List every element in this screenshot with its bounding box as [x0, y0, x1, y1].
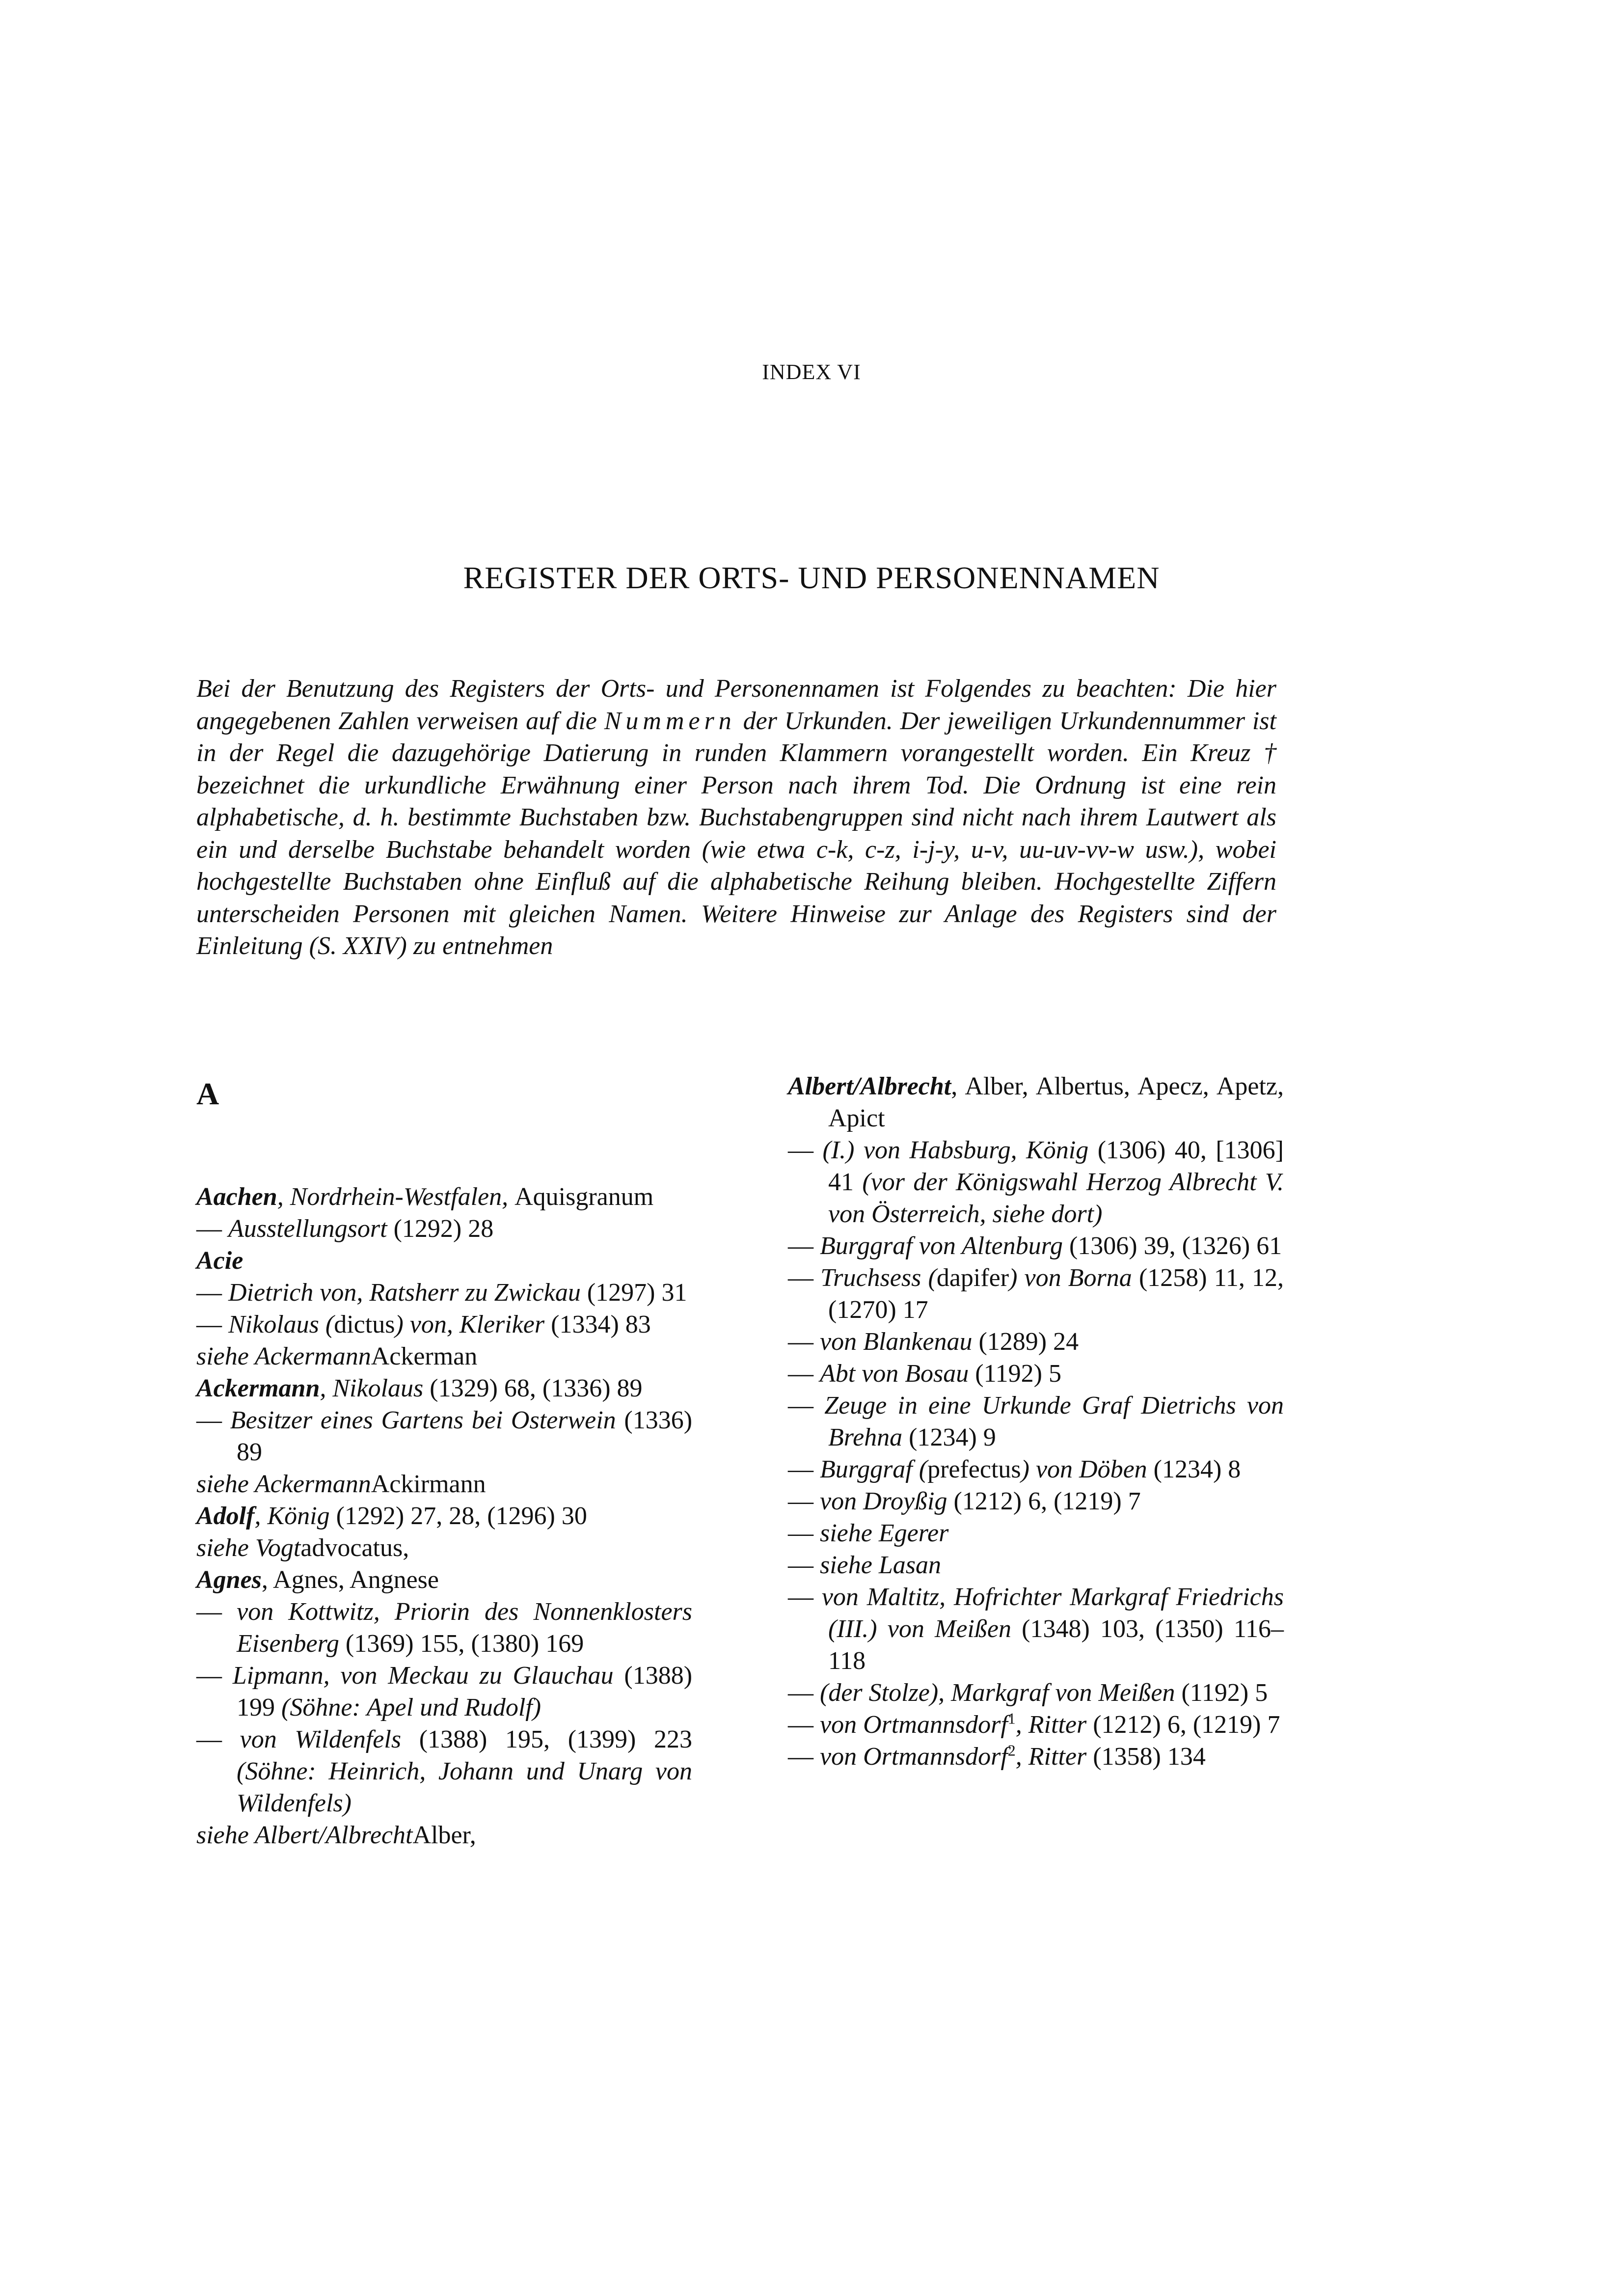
entry-i1: von Blankenau	[820, 1328, 973, 1356]
index-entry	[788, 1485, 1284, 1517]
index-entry	[196, 1277, 692, 1309]
intro-text-2: der Urkunden. Der jeweiligen Urkundennummer ist in der Regel die dazugehörige Datierung in runden Klammern vorangestellt worden. Ein Kreuz † bezeichnet die urkundliche Erwähnung einer Person nach ihrem Tod. Die Ordnung ist eine rein alphabetische, d. h. bestimmte Buchstaben bzw. Buchstabengruppen sind nicht nach ihrem Lautwert als ein und derselbe Buchstabe behandelt worden (wie etwa c-k, c-z, i-j-y, u-v, uu-uv-vv-w usw.), wobei hochgestellte Buchstaben ohne Einfluß auf die alphabetische Reihung bleiben. Hochgestellte Ziffern unterscheiden Personen mit gleichen Namen. Weitere Hinweise zur Anlage des Registers sind der Einleitung (S. XXIV) zu entnehmen	[196, 707, 1276, 960]
entry-i2: ) von Döben	[1021, 1455, 1147, 1483]
entry-r1: , Agnes, Angnese	[261, 1566, 439, 1594]
entry-i2: (Söhne: Apel und Rudolf)	[281, 1694, 541, 1722]
entry-r1: (1336) 89	[237, 1406, 693, 1466]
entry-i2: , Ritter	[1015, 1711, 1087, 1739]
entry-i2: ) von, Kleriker	[395, 1311, 545, 1339]
entry-dash: —	[196, 1311, 228, 1339]
entry-r2: (1258) 11, 12, (1270) 17	[828, 1264, 1284, 1324]
entry-r1: , Alber, Albertus, Apecz, Apetz, Apict	[828, 1072, 1284, 1132]
entry-r1: prefectus	[927, 1455, 1021, 1483]
entry-r1: (1212) 6, (1219) 7	[947, 1487, 1141, 1515]
entry-r1: (1388) 199	[237, 1662, 693, 1722]
entry-i1: siehe Albert/Albrecht	[196, 1821, 413, 1849]
entry-i2: (vor der Königswahl Herzog Albrecht V. von Österreich, siehe dort)	[828, 1168, 1284, 1228]
entry-i1: Besitzer eines Gartens bei Osterwein	[230, 1406, 616, 1434]
index-entry	[196, 1181, 692, 1213]
index-entry	[196, 1532, 692, 1564]
entry-dash: —	[788, 1679, 820, 1707]
entry-i1: siehe Lasan	[820, 1551, 941, 1579]
entry-dash: —	[788, 1743, 820, 1771]
index-entry	[788, 1134, 1284, 1230]
left-entries	[196, 1181, 692, 1851]
entry-r1: (1348) 103, (1350) 116–118	[828, 1615, 1284, 1675]
entry-dash: —	[788, 1264, 821, 1292]
entry-dash: —	[788, 1328, 820, 1356]
entry-i1: Zeuge in eine Urkunde Graf Dietrichs von Brehna	[824, 1392, 1284, 1451]
entry-i1: Nikolaus (	[228, 1311, 334, 1339]
entry-r1: (1192) 5	[1175, 1679, 1268, 1707]
index-entry	[788, 1581, 1284, 1677]
right-entries	[788, 1070, 1284, 1773]
entry-i1: , König	[254, 1502, 330, 1530]
entry-dash: —	[788, 1392, 825, 1420]
entry-r1: (1388) 195, (1399) 223	[401, 1725, 693, 1753]
index-entry	[196, 1564, 692, 1596]
entry-r1: Alber,	[412, 1821, 476, 1849]
index-entry	[788, 1390, 1284, 1453]
entry-dash: —	[788, 1551, 820, 1579]
index-entry	[196, 1660, 692, 1723]
index-column-right	[788, 1070, 1284, 1773]
entry-dash: —	[788, 1487, 820, 1515]
entry-i1: Abt von Bosau	[820, 1360, 969, 1388]
page-title: REGISTER DER ORTS- UND PERSONENNAMEN	[463, 560, 1160, 595]
entry-dash: —	[196, 1725, 240, 1753]
entry-i1: siehe Ackermann	[196, 1342, 371, 1370]
entry-i1: siehe Ackermann	[196, 1470, 371, 1498]
entry-r1: (1306) 39, (1326) 61	[1062, 1232, 1282, 1260]
index-column-left	[196, 1078, 692, 1851]
entry-i1: Ausstellungsort	[228, 1215, 387, 1243]
entry-r1: (1289) 24	[972, 1328, 1079, 1356]
entry-i1: von Droyßig	[820, 1487, 947, 1515]
entry-sup: 1	[1007, 1709, 1016, 1727]
entry-r2: (1234) 8	[1147, 1455, 1241, 1483]
entry-r1: (1306) 40, [1306] 41	[828, 1136, 1284, 1196]
entry-i1: von Maltitz, Hofrichter Markgraf Friedrichs (III.) von Meißen	[821, 1583, 1284, 1643]
entry-i1: (der Stolze), Markgraf von Meißen	[820, 1679, 1175, 1707]
entry-i2: (Söhne: Heinrich, Johann und Unarg von Wildenfels)	[237, 1757, 692, 1817]
entry-dash: —	[788, 1711, 820, 1739]
intro-text-1: Bei der Benutzung des Registers der Orts- und Personennamen ist Folgendes zu beachten: Die hier angegebenen Zahlen verweisen auf die	[196, 675, 1276, 735]
entry-dash: —	[788, 1360, 820, 1388]
entry-r1: (1369) 155, (1380) 169	[339, 1630, 584, 1658]
entry-dash: —	[788, 1583, 822, 1611]
entry-r2: (1212) 6, (1219) 7	[1086, 1711, 1280, 1739]
index-entry	[196, 1500, 692, 1532]
entry-r1: dapifer	[936, 1264, 1009, 1292]
index-entry	[196, 1723, 692, 1819]
index-entry	[788, 1262, 1284, 1326]
intro-spaced-word: Nummern	[604, 707, 736, 735]
index-entry	[788, 1326, 1284, 1358]
index-entry	[196, 1213, 692, 1245]
entry-i1: von Wildenfels	[240, 1725, 402, 1753]
entry-i2: ) von Borna	[1009, 1264, 1132, 1292]
entry-i1: von Ortmannsdorf	[820, 1743, 1008, 1771]
entry-r1: Aquisgranum	[514, 1183, 654, 1211]
entry-i1: Burggraf (	[820, 1455, 928, 1483]
entry-dash: —	[196, 1279, 228, 1307]
entry-head: Albert/Albrecht	[788, 1072, 951, 1100]
entry-dash: —	[196, 1662, 233, 1690]
entry-r1: advocatus,	[300, 1534, 409, 1562]
entry-head: Acie	[196, 1247, 243, 1275]
index-entry	[196, 1819, 692, 1851]
entry-r1: (1292) 28	[387, 1215, 494, 1243]
entry-i1: von Kottwitz, Priorin des Nonnenklosters Eisenberg	[237, 1598, 692, 1658]
index-entry	[788, 1741, 1284, 1773]
entry-dash: —	[196, 1215, 228, 1243]
entry-i1: siehe Vogt	[196, 1534, 301, 1562]
section-letter: A	[196, 1076, 219, 1111]
index-entry	[788, 1709, 1284, 1741]
intro-paragraph	[196, 673, 1276, 962]
entry-i1: , Nordrhein-Westfalen,	[277, 1183, 515, 1211]
entry-dash: —	[788, 1232, 820, 1260]
entry-head: Aachen	[196, 1183, 277, 1211]
entry-dash: —	[196, 1406, 230, 1434]
index-entry	[196, 1596, 692, 1660]
entry-i1: siehe Egerer	[820, 1519, 949, 1547]
index-entry	[788, 1453, 1284, 1485]
entry-i1: Burggraf von Altenburg	[820, 1232, 1063, 1260]
entry-r1: (1292) 27, 28, (1296) 30	[329, 1502, 587, 1530]
entry-r1: (1192) 5	[969, 1360, 1061, 1388]
entry-dash: —	[196, 1598, 237, 1626]
entry-r1: (1234) 9	[902, 1423, 996, 1451]
entry-sup: 2	[1007, 1741, 1016, 1759]
entry-r2: (1358) 134	[1086, 1743, 1206, 1771]
entry-dash: —	[788, 1519, 820, 1547]
entry-head: Agnes	[196, 1566, 262, 1594]
running-head: INDEX VI	[762, 360, 861, 384]
index-entry	[788, 1070, 1284, 1134]
index-entry	[788, 1230, 1284, 1262]
entry-head: Adolf	[196, 1502, 255, 1530]
index-entry	[196, 1340, 692, 1372]
entry-dash: —	[788, 1455, 820, 1483]
entry-r1: Ackerman	[371, 1342, 478, 1370]
entry-head: Ackermann	[196, 1374, 320, 1402]
entry-r1: (1297) 31	[580, 1279, 687, 1307]
index-entry	[196, 1372, 692, 1404]
entry-i1: Truchsess (	[820, 1264, 937, 1292]
index-entry	[788, 1517, 1284, 1549]
entry-r1: (1329) 68, (1336) 89	[423, 1374, 643, 1402]
index-entry	[196, 1404, 692, 1468]
index-entry	[196, 1468, 692, 1500]
index-entry	[196, 1245, 692, 1277]
entry-i1: von Ortmannsdorf	[820, 1711, 1008, 1739]
index-entry	[788, 1358, 1284, 1390]
entry-dash: —	[788, 1136, 823, 1164]
index-entry	[788, 1677, 1284, 1709]
entry-r1: dictus	[334, 1311, 395, 1339]
entry-i1: , Nikolaus	[320, 1374, 424, 1402]
entry-i1: Lipmann, von Meckau zu Glauchau	[232, 1662, 614, 1690]
entry-r2: (1334) 83	[544, 1311, 651, 1339]
entry-r1: Ackirmann	[371, 1470, 486, 1498]
index-entry	[788, 1549, 1284, 1581]
entry-i1: (I.) von Habsburg, König	[822, 1136, 1089, 1164]
index-entry	[196, 1309, 692, 1340]
entry-i2: , Ritter	[1015, 1743, 1087, 1771]
entry-i1: Dietrich von, Ratsherr zu Zwickau	[228, 1279, 581, 1307]
